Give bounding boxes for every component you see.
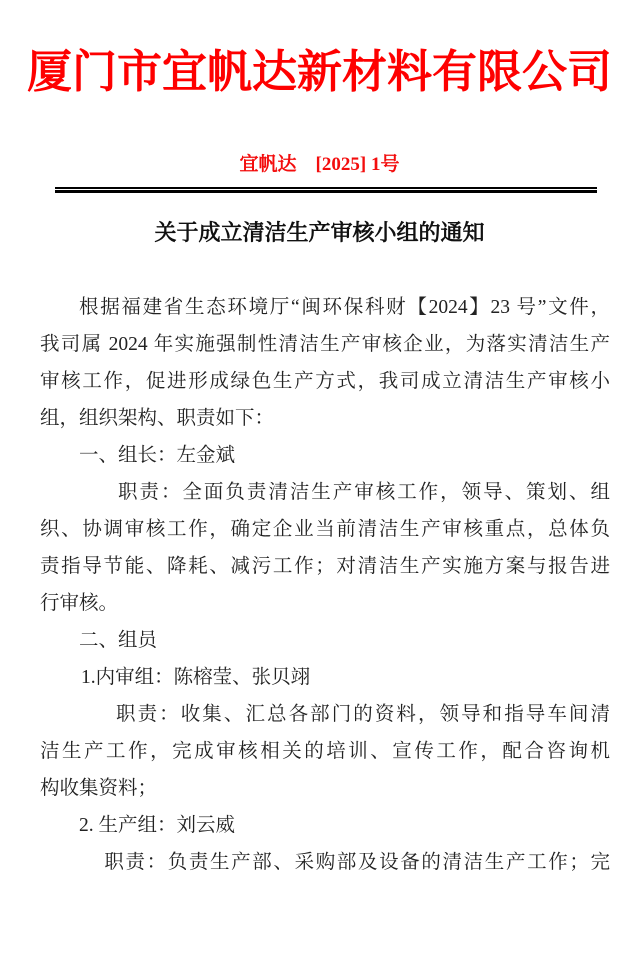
- body-line-11: 1.内审组：陈榕莹、张贝翊: [80, 667, 311, 688]
- body-line-1: 根据福建省生态环境厅“闽环保科财【2024】23 号”文件，: [79, 297, 610, 318]
- body-line-4: 组，组织架构、职责如下：: [40, 408, 275, 429]
- page: [0, 47, 639, 954]
- body-line-14: 构收集资料；: [40, 778, 158, 799]
- body-line-7: 织、协调审核工作，确定企业当前清洁生产审核重点，总体负: [40, 519, 610, 540]
- body-line-13: 洁生产工作，完成审核相关的培训、宣传工作，配合咨询机: [40, 741, 610, 762]
- body-line-12: 职责：收集、汇总各部门的资料，领导和指导车间清: [116, 704, 610, 725]
- body-line-3: 审核工作，促进形成绿色生产方式，我司成立清洁生产审核小: [40, 371, 610, 392]
- body-line-10: 二、组员: [79, 630, 158, 651]
- header-separator-line: [55, 187, 597, 193]
- body-line-6: 职责：全面负责清洁生产审核工作，领导、策划、组: [118, 482, 610, 503]
- company-name: 厦门市宜帆达新材料有限公司: [26, 47, 612, 97]
- body-line-16: 职责：负责生产部、采购部及设备的清洁生产工作；完: [104, 852, 610, 873]
- body-line-15: 2. 生产组：刘云威: [79, 815, 236, 836]
- body-line-9: 行审核。: [40, 593, 119, 614]
- body-line-5: 一、组长：左金斌: [79, 445, 236, 466]
- doc-number: 宜帆达 [2025] 1号: [239, 154, 400, 175]
- body-line-2: 我司属 2024 年实施强制性清洁生产审核企业，为落实清洁生产: [40, 334, 610, 355]
- body-line-8: 责指导节能、降耗、减污工作；对清洁生产实施方案与报告进: [40, 556, 610, 577]
- document-body: [40, 289, 610, 881]
- document-title: 关于成立清洁生产审核小组的通知: [154, 220, 485, 245]
